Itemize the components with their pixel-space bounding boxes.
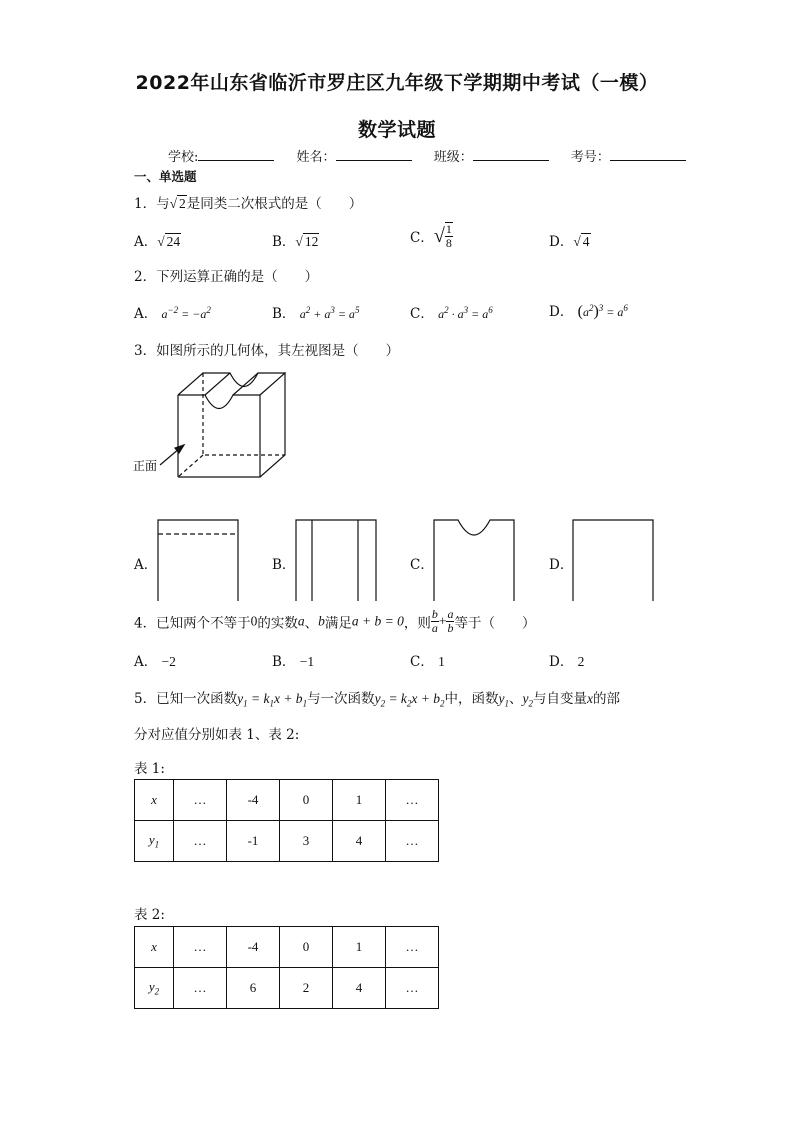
table-row <box>135 821 439 862</box>
fraction-b-over-a: $\frac{b}{a}$ <box>431 607 438 635</box>
value-table-2 <box>134 926 439 1009</box>
option-label: D． <box>549 304 574 320</box>
q1-option-a[interactable] <box>134 230 181 250</box>
q4-condition: a + b = 0 <box>351 613 404 629</box>
option-label: D． <box>549 654 574 670</box>
var-y1: $y_1$ <box>498 691 510 709</box>
q4-option-b[interactable] <box>272 650 314 670</box>
q1-radicand: 2 <box>179 196 186 211</box>
question-5-line-2: 分对应值分别如表 1、表 2: <box>134 727 300 743</box>
option-label: C． <box>410 654 434 670</box>
option-label: A． <box>134 306 158 322</box>
table-row <box>135 780 439 821</box>
table-cell: x <box>135 780 174 821</box>
var-x: x <box>587 691 594 706</box>
table-cell: $y_2$ <box>135 968 174 1009</box>
option-radicand: 24 <box>166 234 181 249</box>
q5-text-e: 的部 <box>593 691 621 707</box>
q4-option-c[interactable] <box>410 650 445 670</box>
option-label: B． <box>272 234 296 250</box>
info-line <box>168 146 704 165</box>
option-label: A． <box>134 654 158 670</box>
option-label: C． <box>410 306 434 322</box>
sqrt-icon: √ 2 <box>169 196 186 211</box>
table-cell: 0 <box>280 927 333 968</box>
sqrt-icon: √ 12 <box>295 234 319 249</box>
function-y1: $y_1 = k_1x + b_1$ <box>237 691 308 709</box>
q2-option-b[interactable] <box>272 302 359 322</box>
q5-text-b: 与一次函数 <box>307 691 375 707</box>
table-cell: … <box>174 780 227 821</box>
table-cell: … <box>386 821 439 862</box>
table-row <box>135 968 439 1009</box>
option-label: B． <box>272 306 296 322</box>
table-cell: … <box>386 927 439 968</box>
table-cell: … <box>174 968 227 1009</box>
option-label: D． <box>549 234 574 250</box>
table-cell: 0 <box>280 780 333 821</box>
function-y2: $y_2 = k_2x + b_2$ <box>374 691 445 709</box>
q5-text-c: 中，函数 <box>444 691 499 707</box>
school-label: 学校: <box>168 150 199 165</box>
question-1 <box>134 192 362 212</box>
value-table-1 <box>134 779 439 862</box>
var-y2: $y_2$ <box>522 691 534 709</box>
q4-var-b: b <box>318 613 325 629</box>
q1-option-b[interactable] <box>272 230 319 250</box>
table-cell: … <box>174 927 227 968</box>
q4-var-a: a <box>297 613 305 629</box>
table-cell: … <box>174 821 227 862</box>
option-radicand: 12 <box>304 234 319 249</box>
table-row <box>135 927 439 968</box>
option-label: B． <box>272 654 296 670</box>
option-value: −1 <box>299 654 315 669</box>
option-radicand: 4 <box>582 234 590 249</box>
q2-option-a[interactable] <box>134 302 211 322</box>
q2-expression-b: $a^2 + a^3 = a^5$ <box>299 305 360 321</box>
fraction-a-over-b: $\frac{a}{b}$ <box>447 607 454 635</box>
question-3: 3．如图所示的几何体，其左视图是（ ） <box>134 343 400 359</box>
q4-stem-c: 满足 <box>324 615 352 632</box>
section-heading: 一、单选题 <box>134 169 197 184</box>
q5-text-a: 5．已知一次函数 <box>134 691 238 707</box>
table-cell: 1 <box>333 780 386 821</box>
q2-expression-a: $a^{-2} = -a^2$ <box>161 305 211 321</box>
table-cell: -4 <box>227 927 280 968</box>
exam-title: 2022年山东省临沂市罗庄区九年级下学期期中考试（一模） <box>135 72 659 94</box>
q4-option-a[interactable] <box>134 650 176 670</box>
table-cell: 6 <box>227 968 280 1009</box>
q4-option-d[interactable] <box>549 650 584 670</box>
option-value: −2 <box>161 654 176 669</box>
sqrt-icon: √ <box>433 224 445 247</box>
table-cell: … <box>386 780 439 821</box>
q1-option-d[interactable] <box>549 230 591 250</box>
question-4: 4．已知两个不等于0的实数a、b满足a + b = 0，则 $\frac{b}{a}$ + $\frac{a}{b}$ 等于（ ） <box>134 607 536 635</box>
q3-option-d-label[interactable]: D． <box>549 557 574 573</box>
table-cell: 2 <box>280 968 333 1009</box>
q1-stem-end: 是同类二次根式的是（ ） <box>186 196 363 212</box>
q3-view-a[interactable] <box>156 518 242 602</box>
option-label: C． <box>410 230 434 246</box>
q4-zero: 0 <box>250 613 258 629</box>
option-label: A． <box>134 234 158 250</box>
table-1-caption: 表 1: <box>134 761 165 777</box>
name-blank[interactable] <box>336 148 412 161</box>
name-label: 姓名： <box>296 150 336 165</box>
q3-view-b[interactable] <box>294 518 380 602</box>
class-label: 班级： <box>433 150 473 165</box>
q3-option-a-label[interactable]: A． <box>134 557 158 573</box>
option-value: 2 <box>577 654 585 669</box>
q2-option-c[interactable] <box>410 302 493 322</box>
q1-option-c[interactable] <box>410 222 453 250</box>
q1-stem-start: 1．与 <box>134 196 170 212</box>
q4-stem-e: 等于（ ） <box>454 615 536 632</box>
number-blank[interactable] <box>610 148 686 161</box>
q2-expression-d: $(a^2)^3 = a^6$ <box>577 303 628 320</box>
q3-view-c[interactable] <box>432 518 518 602</box>
q3-option-b-label[interactable]: B． <box>272 557 296 573</box>
table-cell: x <box>135 927 174 968</box>
q5-text-d: 与自变量 <box>533 691 588 707</box>
q4-stem-a: 4．已知两个不等于 <box>134 615 251 632</box>
question-5-line-1: 5．已知一次函数$y_1 = k_1x + b_1$与一次函数$y_2 = k_2x + b_2$中，函数$y_1$、$y_2$与自变量x的部 <box>134 691 621 709</box>
school-blank[interactable] <box>198 148 274 161</box>
question-2: 2．下列运算正确的是（ ） <box>134 269 319 285</box>
table-cell: 3 <box>280 821 333 862</box>
table-cell: 1 <box>333 927 386 968</box>
table-cell: 4 <box>333 968 386 1009</box>
front-label: 正面 <box>133 459 158 473</box>
q2-expression-c: $a^2 \cdot a^3 = a^6$ <box>438 305 493 321</box>
number-label: 考号： <box>570 150 610 165</box>
fraction <box>445 222 453 250</box>
solid-figure <box>130 362 300 487</box>
table-cell: -1 <box>227 821 280 862</box>
arrow-icon <box>160 445 184 465</box>
table-cell: $y_1$ <box>135 821 174 862</box>
class-blank[interactable] <box>473 148 549 161</box>
table-cell: … <box>386 968 439 1009</box>
q4-sep: 、 <box>304 615 319 632</box>
option-value: 1 <box>438 654 445 669</box>
sqrt-icon: √ 4 <box>573 234 590 249</box>
table-cell: 4 <box>333 821 386 862</box>
exam-subtitle: 数学试题 <box>357 119 436 141</box>
q4-stem-b: 的实数 <box>257 615 298 632</box>
table-2-caption: 表 2: <box>134 907 165 923</box>
q2-option-d[interactable] <box>549 300 628 321</box>
sqrt-icon: √ 24 <box>157 234 181 249</box>
q3-option-c-label[interactable]: C． <box>410 557 434 573</box>
q3-view-d[interactable] <box>571 518 657 602</box>
q4-stem-d: ，则 <box>403 615 431 632</box>
numerator: 1 <box>445 222 452 236</box>
denominator: 8 <box>445 236 452 250</box>
table-cell: -4 <box>227 780 280 821</box>
